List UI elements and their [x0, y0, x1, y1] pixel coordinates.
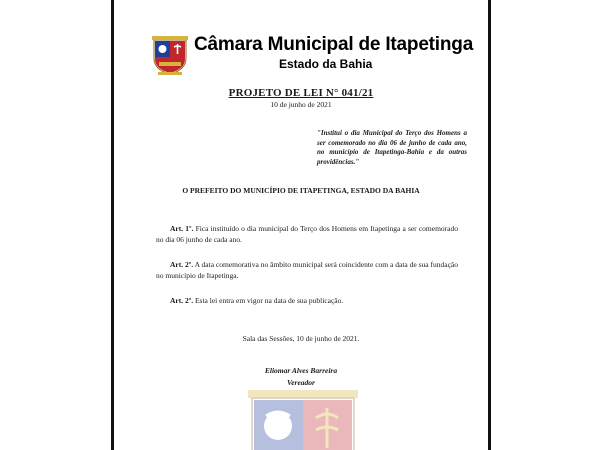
signer-name: Eliomar Alves Barreira: [264, 366, 338, 375]
coat-of-arms-icon: [152, 36, 188, 76]
bill-summary: "Institui o dia Municipal do Terço dos Homens a ser comemorado no dia 06 de junho de cada ano, no município de Itapetinga-Bahia e da outras providências.": [317, 129, 467, 166]
place-and-date: Sala das Sessões, 10 de junho de 2021.: [242, 334, 360, 343]
article-label: Art. 2º.: [170, 296, 194, 305]
article-label: Art. 1º.: [170, 224, 194, 233]
article-text: Fica instituído o dia municipal do Terço dos Homens em Itapetinga a ser comemorado no dia 06 junho de cada ano.: [156, 224, 459, 244]
article-text: Esta lei entra em vigor na data de sua publicação.: [194, 296, 344, 305]
article-2: [156, 259, 458, 281]
article-label: Art. 2º.: [170, 260, 194, 269]
article-text: A data comemorativa no âmbito municipal será coincidente com a data de sua fundação no município de Itapetinga.: [156, 260, 459, 280]
document-page: [111, 0, 491, 450]
article-1: [156, 223, 458, 245]
preamble: O PREFEITO DO MUNICÍPIO DE ITAPETINGA, ESTADO DA BAHIA: [182, 186, 420, 195]
state-name: Estado da Bahia: [279, 57, 373, 71]
bill-title: PROJETO DE LEI N° 041/21: [228, 87, 374, 99]
bill-date: 10 de junho de 2021: [270, 100, 332, 109]
signer-role: Vereador: [287, 378, 315, 387]
coat-of-arms-watermark-icon: [244, 390, 362, 450]
chamber-name: Câmara Municipal de Itapetinga: [194, 34, 474, 55]
article-3: [156, 295, 458, 306]
